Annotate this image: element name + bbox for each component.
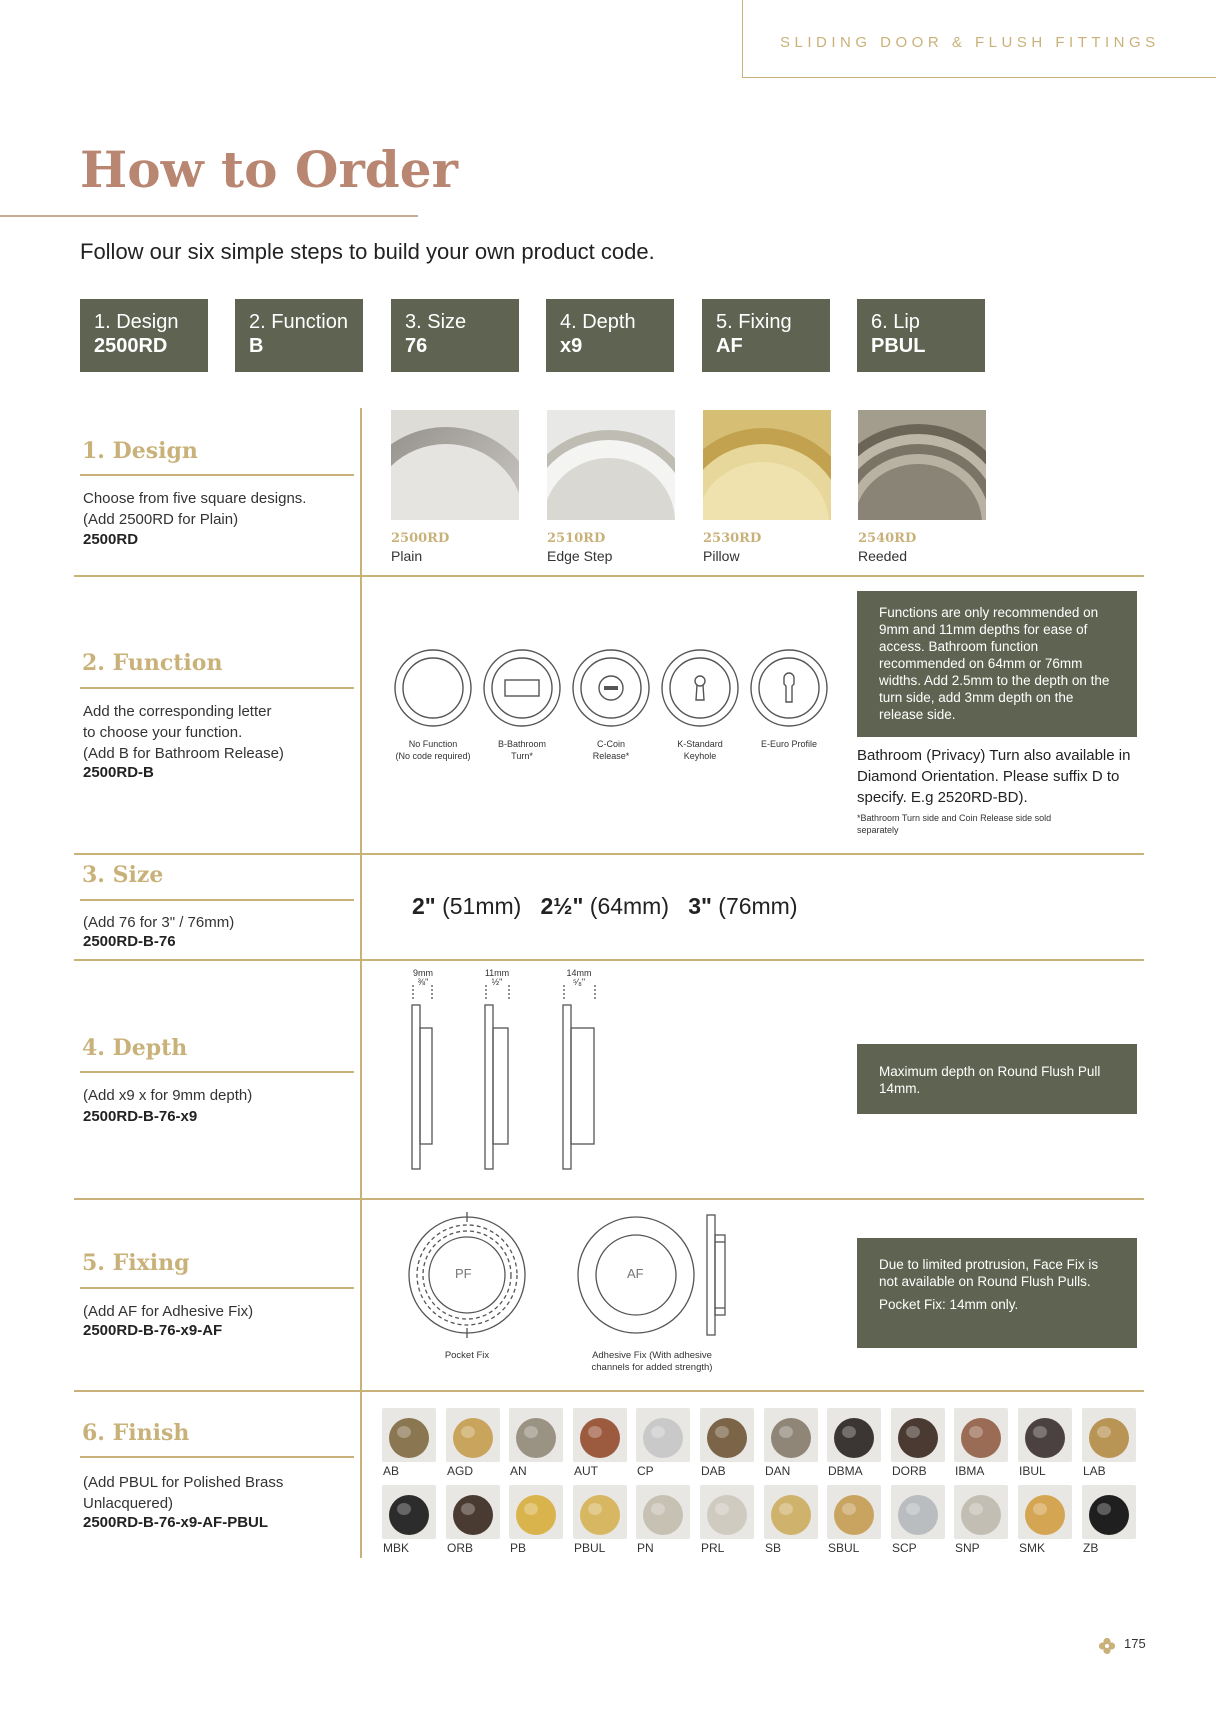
finish-swatch-agd (446, 1408, 500, 1462)
finish-rule (80, 1456, 354, 1458)
finish-swatch-dan (764, 1408, 818, 1462)
finish-swatch-label: CP (637, 1464, 654, 1478)
finish-swatch-label: SCP (892, 1541, 917, 1555)
finish-swatch-label: SNP (955, 1541, 980, 1555)
finish-swatch-pbul (573, 1485, 627, 1539)
finish-swatch-sb (764, 1485, 818, 1539)
finish-swatch-label: PB (510, 1541, 527, 1555)
function-option-label: K-Standard Keyhole (677, 739, 723, 761)
design-code: 2500RD (83, 531, 139, 548)
keyhole-icon (660, 648, 740, 728)
function-option-label: B-Bathroom Turn* (497, 739, 547, 761)
finish-swatch-label: ZB (1083, 1541, 1099, 1555)
finish-swatch-label: AN (510, 1464, 527, 1478)
row-divider (74, 959, 1144, 961)
adhesive-fix-label: Adhesive Fix (With adhesive channels for added strength) (591, 1350, 713, 1373)
design-description: Choose from five square designs. (Add 2500RD for Plain) (83, 490, 307, 528)
finish-swatch-label: AGD (447, 1464, 474, 1478)
row-divider (74, 1198, 1144, 1200)
function-title: 2. Function (82, 650, 223, 676)
finish-code: 2500RD-B-76-x9-AF-PBUL (83, 1514, 269, 1531)
finish-swatch-an (509, 1408, 563, 1462)
finish-swatch-label: DBMA (828, 1464, 863, 1478)
finish-swatch-smk (1018, 1485, 1072, 1539)
fixing-diagram (405, 1212, 935, 1342)
finish-swatch-pn (636, 1485, 690, 1539)
flower-icon (1098, 1637, 1116, 1655)
design-image-edge-step (547, 410, 675, 520)
design-image-plain (391, 410, 519, 520)
pocket-fix-symbol: PF (455, 1266, 472, 1281)
finish-swatch-label: AB (383, 1464, 400, 1478)
design-rule (80, 474, 354, 476)
finish-swatch-label: SB (765, 1541, 782, 1555)
depth-profile-diagram (400, 985, 610, 1185)
design-image-reeded (858, 410, 986, 520)
step-fixing: 5. Fixing AF (702, 299, 830, 372)
depth-rule (80, 1071, 354, 1073)
row-divider (74, 1390, 1144, 1392)
function-option-label: No Function (No code required) (395, 739, 471, 761)
coin-release-icon (571, 648, 651, 728)
finish-swatch-label: ORB (447, 1541, 474, 1555)
size-title: 3. Size (82, 862, 164, 888)
finish-swatch-lab (1082, 1408, 1136, 1462)
finish-swatch-label: PN (637, 1541, 654, 1555)
design-option-code: 2500RD (391, 531, 450, 546)
finish-description: (Add PBUL for Polished Brass Unlacquered) (83, 1474, 284, 1512)
pocket-fix-label: Pocket Fix (444, 1350, 490, 1361)
fixing-title: 5. Fixing (82, 1250, 190, 1276)
adhesive-fix-symbol: AF (627, 1266, 644, 1281)
finish-swatch-label: SMK (1019, 1541, 1046, 1555)
size-code: 2500RD-B-76 (83, 933, 176, 950)
section-header: SLIDING DOOR & FLUSH FITTINGS (780, 34, 1160, 51)
step-depth: 4. Depth x9 (546, 299, 674, 372)
design-image-pillow (703, 410, 831, 520)
function-extra-note: Bathroom (Privacy) Turn also available in Diamond Orientation. Please suffix D to specify. E.g 2520RD-BD). (857, 747, 1131, 806)
design-option-name: Reeded (858, 548, 908, 564)
depth-note: Maximum depth on Round Flush Pull 14mm. (857, 1044, 1137, 1114)
finish-swatch-dab (700, 1408, 754, 1462)
step-size: 3. Size 76 (391, 299, 519, 372)
finish-swatch-ibul (1018, 1408, 1072, 1462)
finish-swatch-scp (891, 1485, 945, 1539)
finish-swatch-cp (636, 1408, 690, 1462)
finish-swatch-snp (954, 1485, 1008, 1539)
fixing-rule (80, 1287, 354, 1289)
finish-swatch-dorb (891, 1408, 945, 1462)
fixing-description: (Add AF for Adhesive Fix) (83, 1303, 254, 1320)
finish-swatch-dbma (827, 1408, 881, 1462)
finish-swatch-orb (446, 1485, 500, 1539)
size-options: 2" (51mm) 2½" (64mm) 3" (76mm) (412, 893, 798, 919)
finish-swatch-ab (382, 1408, 436, 1462)
depth-code: 2500RD-B-76-x9 (83, 1108, 198, 1125)
size-description: (Add 76 for 3" / 76mm) (83, 914, 235, 931)
function-rule (80, 687, 354, 689)
function-code: 2500RD-B (83, 764, 154, 781)
row-divider (74, 853, 1144, 855)
finish-swatch-label: PRL (701, 1541, 725, 1555)
finish-swatch-label: SBUL (828, 1541, 860, 1555)
finish-swatch-sbul (827, 1485, 881, 1539)
finish-swatch-aut (573, 1408, 627, 1462)
fixing-note: Due to limited protrusion, Face Fix is not available on Round Flush Pulls. Pocket Fix: 14mm only. (857, 1238, 1137, 1348)
function-option-label: E-Euro Profile (760, 739, 818, 749)
page-number: 175 (1124, 1636, 1146, 1651)
finish-swatch-mbk (382, 1485, 436, 1539)
page-title: How to Order (80, 140, 458, 199)
row-divider (74, 575, 1144, 577)
depth-label-14mm: 14mm ⁵⁄₈" (566, 968, 592, 987)
depth-title: 4. Depth (82, 1035, 188, 1061)
finish-swatch-label: PBUL (574, 1541, 606, 1555)
finish-swatch-prl (700, 1485, 754, 1539)
design-option-name: Edge Step (547, 548, 613, 564)
title-divider (0, 215, 418, 217)
finish-swatch-zb (1082, 1485, 1136, 1539)
design-option-code: 2540RD (858, 531, 917, 546)
page-subtitle: Follow our six simple steps to build your own product code. (80, 239, 655, 264)
euro-profile-icon (749, 648, 829, 728)
depth-label-11mm: 11mm ½" (484, 968, 510, 987)
finish-swatch-label: IBMA (955, 1464, 985, 1478)
no-function-icon (393, 648, 473, 728)
finish-swatch-label: DORB (892, 1464, 927, 1478)
function-option-label: C-Coin Release* (592, 739, 630, 761)
function-footnote: *Bathroom Turn side and Coin Release side sold separately (857, 813, 1052, 835)
step-function: 2. Function B (235, 299, 363, 372)
function-description: Add the corresponding letter to choose your function. (Add B for Bathroom Release) (83, 703, 284, 762)
depth-label-9mm: 9mm ⅜" (413, 968, 433, 987)
design-option-name: Plain (391, 548, 423, 564)
depth-description: (Add x9 x for 9mm depth) (83, 1087, 253, 1104)
finish-swatch-label: DAN (765, 1464, 791, 1478)
finish-swatch-label: AUT (574, 1464, 598, 1478)
finish-swatch-label: IBUL (1019, 1464, 1046, 1478)
finish-swatch-label: LAB (1083, 1464, 1106, 1478)
function-note: Functions are only recommended on 9mm and 11mm depths for ease of access. Bathroom function recommended on 64mm or 76mm widths. Add 2.5mm to the depth on the turn side, add 3mm depth on the release side. (857, 591, 1137, 737)
design-option-name: Pillow (703, 548, 740, 564)
finish-title: 6. Finish (82, 1420, 190, 1446)
column-divider (360, 408, 362, 1558)
design-option-code: 2530RD (703, 531, 762, 546)
size-rule (80, 899, 354, 901)
step-design: 1. Design 2500RD (80, 299, 208, 372)
finish-swatch-ibma (954, 1408, 1008, 1462)
finish-swatch-label: DAB (701, 1464, 726, 1478)
finish-swatch-pb (509, 1485, 563, 1539)
fixing-code: 2500RD-B-76-x9-AF (83, 1322, 223, 1339)
bathroom-turn-icon (482, 648, 562, 728)
design-option-code: 2510RD (547, 531, 606, 546)
finish-swatch-label: MBK (383, 1541, 410, 1555)
design-title: 1. Design (82, 438, 198, 464)
step-lip: 6. Lip PBUL (857, 299, 985, 372)
